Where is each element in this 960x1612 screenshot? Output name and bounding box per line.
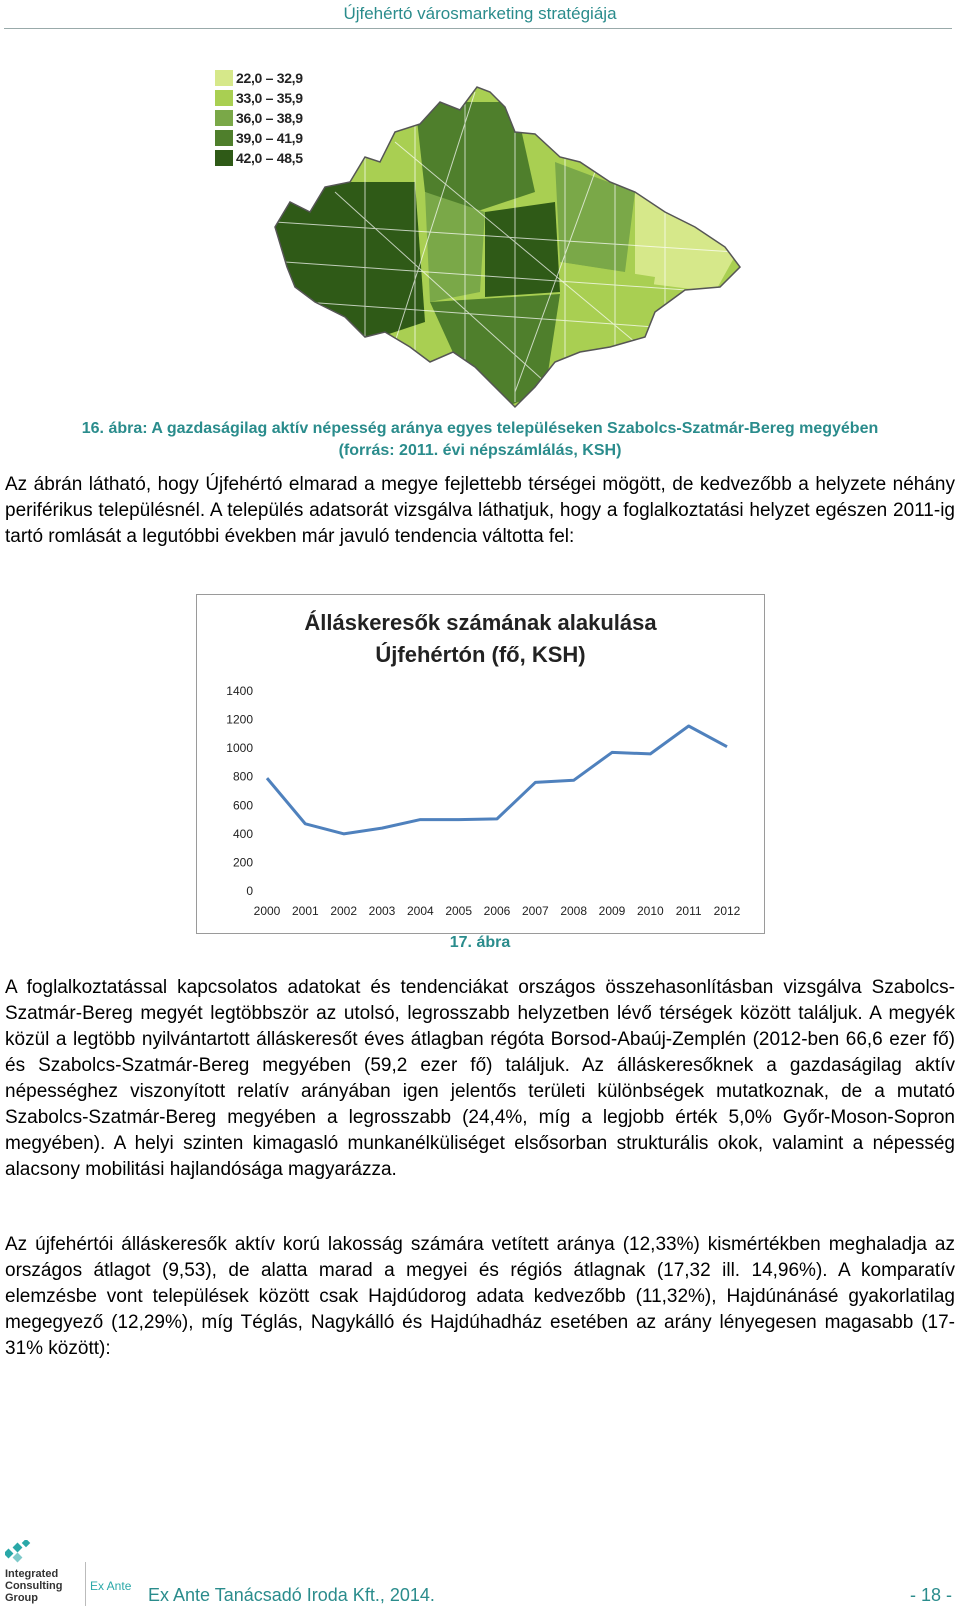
y-tick-label: 400 bbox=[232, 826, 253, 841]
logo-divider bbox=[85, 1562, 86, 1606]
y-tick-label: 1000 bbox=[226, 741, 253, 756]
y-tick-label: 600 bbox=[232, 798, 253, 813]
x-tick-label: 2006 bbox=[483, 904, 511, 918]
legend-label: 39,0 – 41,9 bbox=[236, 130, 303, 146]
header-title: Újfehértó városmarketing stratégiája bbox=[343, 4, 617, 23]
logo-line3: Group bbox=[5, 1592, 38, 1604]
line-chart-svg bbox=[197, 595, 764, 933]
x-tick-label: 2010 bbox=[636, 904, 664, 918]
county-choropleth-map bbox=[215, 62, 745, 412]
chart-title-line2: Újfehértón (fő, KSH) bbox=[375, 642, 586, 667]
x-tick-label: 2012 bbox=[713, 904, 741, 918]
map-regions bbox=[215, 62, 745, 412]
y-tick-label: 200 bbox=[232, 855, 253, 870]
paragraph-employment: A foglalkoztatással kapcsolatos adatokat és tendenciákat országos összehasonlításban vizsgálva Szabolcs-Szatmár-Bereg megyét legtöbbször az utolsó, legrosszabb helyzetben lévő térségek között találjuk. A megyék közül a legtöbb nyilvántartott álláskeresőt éves átlagban régóta Borsod-Abaúj-Zemplén (2012-ben 66,6 ezer fő) és Szabolcs-Szatmár-Bereg megyében (59,2 ezer fő) találjuk. Az álláskeresőknek a gazdaságilag aktív népességhez viszonyított relatív arányában igen jelentős területi különbségek mutatkoznak, de a mutató Szabolcs-Szatmár-Bereg megyében a legrosszabb (24,4%, míg a legjobb érték 5,0% Győr-Moson-Sopron megyében). A helyi szinten kimagasló munkanélküliséget elsősorban strukturális okok, valamint a népesség alacsony mobilitási hajlandósága magyarázza. bbox=[5, 977, 955, 1180]
logo-line2: Consulting bbox=[5, 1580, 63, 1592]
legend-label: 33,0 – 35,9 bbox=[236, 90, 303, 106]
x-tick-label: 2009 bbox=[598, 904, 626, 918]
paragraph-comparison: Az újfehértói álláskeresők aktív korú lakosság számára vetített aránya (12,33%) kismértékben meghaladja az országos átlagot (9,53), de alatta marad a megyei és régiós átlagnak (17,32 ill. 14,96%). A komparatív elemzésbe vont települések között csak Hajdúdorog adata kedvezőbb (11,32%), Hajdúnánásé gyakorlatilag megegyező (12,29%), míg Téglás, Nagykálló és Hajdúhadház esetében az arány lényegesen magasabb (17-31% között): bbox=[5, 1234, 955, 1359]
figure-16-caption-line1: 16. ábra: A gazdaságilag aktív népesség aránya egyes településeken Szabolcs-Szatmár-Bereg megyében bbox=[81, 420, 879, 437]
x-tick-label: 2003 bbox=[368, 904, 396, 918]
header-divider bbox=[4, 28, 952, 29]
paragraph-intro: Az ábrán látható, hogy Újfehértó elmarad a megye fejlettebb térségei mögött, de kedvezőbb a helyzete néhány periférikus településnél. A település adatsorát vizsgálva láthatjuk, hogy a foglalkoztatási helyzet egészen 2011-ig tartó romlását a legutóbbi években már javuló tendencia váltotta fel: bbox=[5, 474, 955, 547]
page-number: - 18 - bbox=[909, 1585, 952, 1605]
legend-label: 22,0 – 32,9 bbox=[236, 70, 303, 86]
footer-company: Ex Ante Tanácsadó Iroda Kft., 2014. bbox=[148, 1585, 435, 1605]
logo-text bbox=[5, 1568, 62, 1604]
logo-line1: Integrated bbox=[5, 1568, 59, 1580]
legend-label: 36,0 – 38,9 bbox=[236, 110, 303, 126]
y-tick-label: 1200 bbox=[226, 712, 253, 727]
figure-16-caption bbox=[0, 418, 960, 462]
y-tick-label: 0 bbox=[246, 884, 253, 898]
x-tick-label: 2002 bbox=[330, 904, 358, 918]
x-tick-label: 2004 bbox=[406, 904, 434, 918]
x-tick-label: 2001 bbox=[291, 904, 319, 918]
legend-label: 42,0 – 48,5 bbox=[236, 150, 303, 166]
logo-exante: Ex Ante bbox=[90, 1579, 132, 1593]
x-tick-label: 2008 bbox=[560, 904, 588, 918]
x-tick-label: 2007 bbox=[521, 904, 549, 918]
footer-logo bbox=[5, 1540, 135, 1608]
x-tick-label: 2005 bbox=[445, 904, 473, 918]
figure-17-caption: 17. ábra bbox=[449, 934, 511, 951]
series-line bbox=[267, 726, 727, 834]
y-tick-label: 800 bbox=[232, 769, 253, 784]
job-seekers-chart bbox=[196, 594, 765, 934]
county-map-figure bbox=[215, 62, 745, 412]
figure-16-caption-line2: (forrás: 2011. évi népszámlálás, KSH) bbox=[338, 442, 622, 459]
x-tick-label: 2000 bbox=[253, 904, 281, 918]
y-tick-label: 1400 bbox=[226, 684, 253, 698]
icg-logo-icon bbox=[5, 1540, 31, 1564]
chart-title-line1: Álláskeresők számának alakulása bbox=[304, 610, 657, 635]
x-tick-label: 2011 bbox=[675, 904, 702, 918]
